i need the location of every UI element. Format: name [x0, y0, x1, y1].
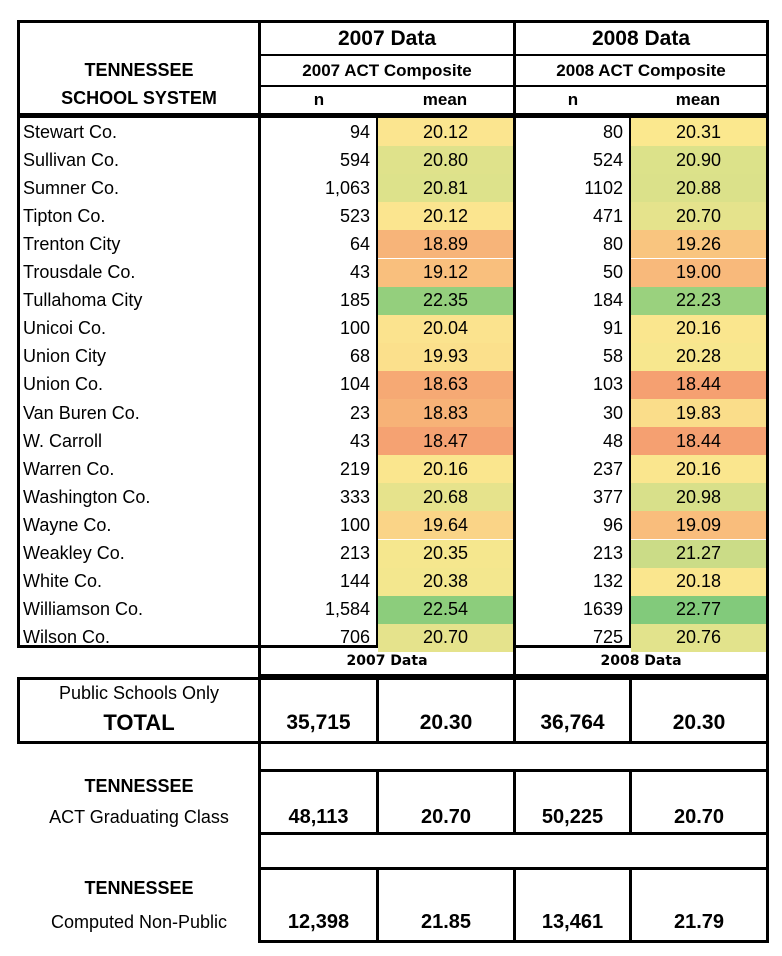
total-label-line2: TOTAL [103, 710, 175, 735]
row-n-2007: 1,584 [324, 599, 370, 620]
total-mean-2007: 20.30 [419, 711, 473, 734]
row-n-2008: 132 [592, 571, 623, 592]
row-mean-2007: 18.63 [378, 371, 513, 399]
row-n-2008: 48 [602, 430, 623, 451]
system-label-line1: TENNESSEE [84, 59, 194, 80]
row-mean-2008: 22.23 [631, 287, 766, 315]
act-class-label-line2: ACT Graduating Class [49, 806, 229, 827]
row-n-2008: 524 [592, 149, 623, 170]
year-2007-subtitle: 2007 ACT Composite [302, 60, 472, 80]
footer-2008-label: 2008 Data [600, 653, 682, 669]
row-system-name: White Co. [23, 571, 103, 592]
spacer-bar [258, 744, 769, 772]
row-n-2007: 43 [349, 430, 370, 451]
row-n-2007: 64 [349, 233, 370, 254]
col-mean-2008: mean [675, 90, 721, 109]
non-public-n-2007: 12,398 [287, 910, 350, 933]
row-mean-2007: 20.04 [378, 315, 513, 343]
total-label-line1: Public Schools Only [58, 682, 220, 703]
row-mean-2007: 20.12 [378, 202, 513, 230]
row-n-2007: 104 [339, 374, 370, 395]
row-mean-2007: 20.81 [378, 174, 513, 202]
row-n-2008: 1102 [584, 177, 623, 198]
non-public-mean-2007: 21.85 [420, 910, 472, 933]
row-mean-2008: 20.28 [631, 343, 766, 371]
row-mean-2007: 19.93 [378, 343, 513, 371]
row-mean-2008: 20.76 [631, 624, 766, 652]
row-mean-2007: 18.47 [378, 427, 513, 455]
row-n-2008: 237 [592, 458, 623, 479]
row-n-2007: 333 [339, 486, 370, 507]
row-system-name: Van Buren Co. [23, 402, 140, 423]
row-n-2007: 100 [339, 514, 370, 535]
row-n-2007: 144 [339, 571, 370, 592]
year-2008-title: 2008 Data [591, 26, 691, 50]
row-system-name: Stewart Co. [23, 121, 118, 142]
row-mean-2008: 20.88 [631, 174, 766, 202]
row-system-name: Tullahoma City [23, 290, 143, 311]
row-n-2007: 523 [339, 205, 370, 226]
row-n-2007: 219 [339, 458, 370, 479]
row-system-name: Weakley Co. [23, 543, 125, 564]
spacer-bar-2 [258, 835, 769, 870]
row-system-name: Williamson Co. [23, 599, 144, 620]
row-mean-2008: 21.27 [631, 540, 766, 568]
row-mean-2008: 20.90 [631, 146, 766, 174]
row-system-name: Washington Co. [23, 486, 151, 507]
row-mean-2008: 22.77 [631, 596, 766, 624]
row-system-name: Union Co. [23, 374, 104, 395]
act-class-n-2008: 50,225 [541, 805, 604, 828]
row-n-2007: 94 [349, 121, 370, 142]
row-system-name: Wilson Co. [23, 627, 111, 648]
row-system-name: Tipton Co. [23, 205, 106, 226]
row-mean-2008: 20.18 [631, 568, 766, 596]
year-2008-subtitle: 2008 ACT Composite [556, 60, 726, 80]
row-n-2008: 103 [592, 374, 623, 395]
row-n-2008: 213 [592, 543, 623, 564]
row-n-2007: 23 [349, 402, 370, 423]
row-n-2008: 80 [602, 121, 623, 142]
row-system-name: Trousdale Co. [23, 262, 136, 283]
act-class-mean-2008: 20.70 [673, 805, 725, 828]
row-system-name: Unicoi Co. [23, 318, 107, 339]
row-n-2007: 185 [339, 290, 370, 311]
col-n-2008: n [567, 90, 579, 109]
row-system-name: W. Carroll [23, 430, 103, 451]
non-public-label-line1: TENNESSEE [84, 877, 194, 898]
row-n-2007: 43 [349, 262, 370, 283]
row-mean-2008: 20.70 [631, 202, 766, 230]
row-mean-2008: 19.26 [631, 230, 766, 258]
row-mean-2007: 18.83 [378, 399, 513, 427]
year-2007-title: 2007 Data [337, 26, 437, 50]
row-mean-2007: 19.12 [378, 259, 513, 287]
non-public-n-2008: 13,461 [541, 910, 604, 933]
col-n-2007: n [313, 90, 325, 109]
row-mean-2008: 18.44 [631, 371, 766, 399]
act-class-mean-2007: 20.70 [420, 805, 472, 828]
row-n-2008: 377 [592, 486, 623, 507]
row-n-2008: 184 [592, 290, 623, 311]
row-mean-2008: 19.83 [631, 399, 766, 427]
non-public-mean-2008: 21.79 [673, 910, 725, 933]
total-mean-2008: 20.30 [672, 711, 726, 734]
row-mean-2007: 22.54 [378, 596, 513, 624]
total-n-2007: 35,715 [286, 711, 351, 734]
row-mean-2007: 22.35 [378, 287, 513, 315]
non-public-label-line2: Computed Non-Public [50, 911, 228, 932]
row-n-2008: 58 [602, 346, 623, 367]
row-mean-2008: 20.31 [631, 118, 766, 146]
row-mean-2007: 20.12 [378, 118, 513, 146]
col-mean-2007: mean [422, 90, 468, 109]
row-mean-2008: 18.44 [631, 427, 766, 455]
row-n-2007: 1,063 [324, 177, 370, 198]
row-mean-2007: 18.89 [378, 230, 513, 258]
row-system-name: Warren Co. [23, 458, 115, 479]
row-system-name: Sullivan Co. [23, 149, 120, 170]
row-system-name: Union City [23, 346, 107, 367]
row-n-2008: 80 [602, 233, 623, 254]
row-mean-2008: 20.98 [631, 483, 766, 511]
total-n-2008: 36,764 [540, 711, 605, 734]
row-system-name: Sumner Co. [23, 177, 120, 198]
row-mean-2008: 20.16 [631, 315, 766, 343]
row-n-2008: 91 [602, 318, 623, 339]
row-system-name: Trenton City [23, 233, 121, 254]
row-mean-2008: 19.00 [631, 259, 766, 287]
row-n-2008: 96 [602, 514, 623, 535]
act-class-n-2007: 48,113 [288, 805, 349, 828]
row-mean-2007: 19.64 [378, 511, 513, 539]
row-n-2008: 725 [592, 627, 623, 648]
row-n-2007: 100 [339, 318, 370, 339]
row-n-2008: 1639 [582, 599, 623, 620]
footer-2007-label: 2007 Data [346, 653, 428, 669]
row-mean-2007: 20.68 [378, 483, 513, 511]
row-n-2008: 30 [602, 402, 623, 423]
row-mean-2008: 19.09 [631, 511, 766, 539]
row-n-2007: 213 [339, 543, 370, 564]
row-system-name: Wayne Co. [23, 514, 112, 535]
row-mean-2008: 20.16 [631, 455, 766, 483]
row-n-2008: 471 [592, 205, 623, 226]
row-mean-2007: 20.38 [378, 568, 513, 596]
row-mean-2007: 20.70 [378, 624, 513, 652]
row-mean-2007: 20.80 [378, 146, 513, 174]
system-label-line2: SCHOOL SYSTEM [61, 87, 217, 108]
row-mean-2007: 20.16 [378, 455, 513, 483]
row-n-2007: 706 [339, 627, 370, 648]
row-n-2008: 50 [602, 262, 623, 283]
row-n-2007: 68 [349, 346, 370, 367]
act-class-label-line1: TENNESSEE [84, 775, 194, 796]
row-mean-2007: 20.35 [378, 540, 513, 568]
row-n-2007: 594 [339, 149, 370, 170]
